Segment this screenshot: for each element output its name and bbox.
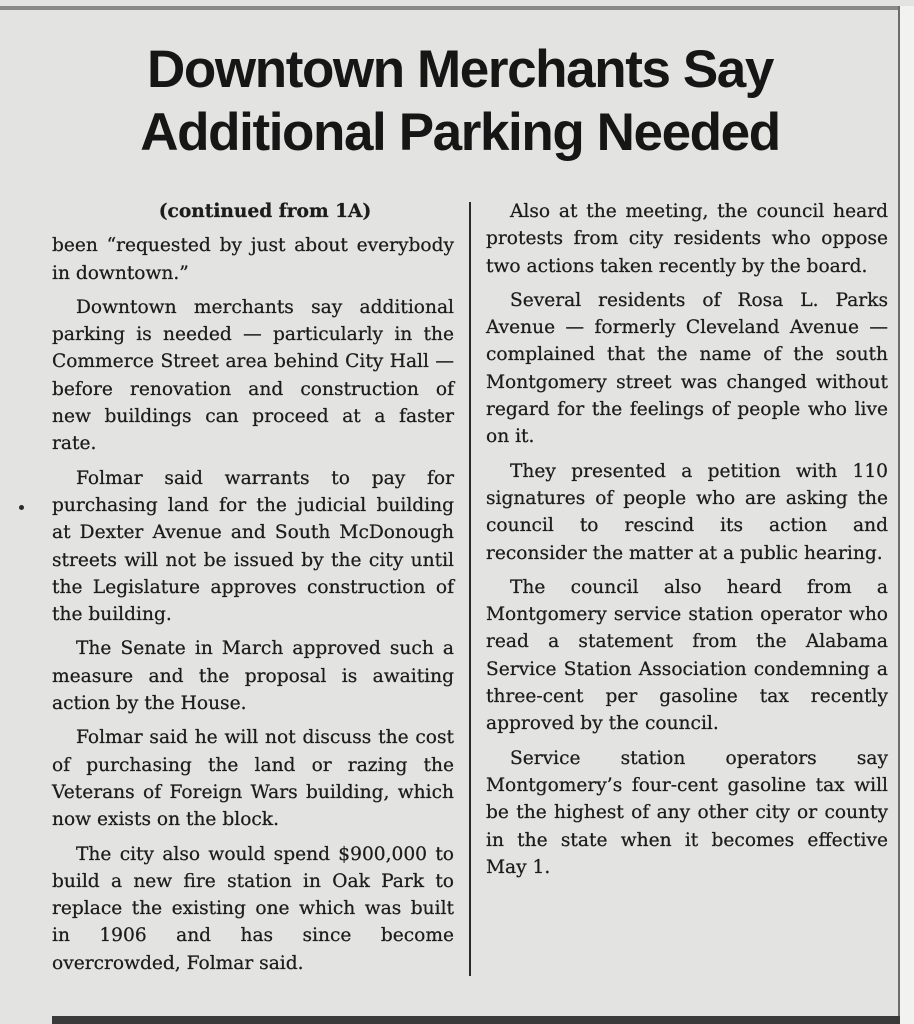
paragraph: Service station operators say Montgomery’s four-cent gasoline tax will be the highest of any other city or county in the state when it becomes effective May 1. [486,747,888,878]
headline [40,38,880,164]
paragraph: Folmar said he will not discuss the cost of purchasing the land or razing the Veterans of Foreign Wars building, which now exists on the block. [52,727,454,831]
paragraph: The city also would spend $900,000 to build a new fire station in Oak Park to replace the existing one which was built in 1906 and has since become overcrowded, Folmar said. [52,843,454,974]
continued-from-label: (continued from 1A) [158,201,372,222]
paragraph: Downtown merchants say additional parking is needed — particularly in the Commerce Street area behind City Hall — before renovation and construction of new buildings can proceed at a faster rate. [52,296,454,455]
paragraph: Several residents of Rosa L. Parks Avenue — formerly Cleveland Avenue — complained that the name of the south Montgomery street was changed without regard for the feelings of people who live on it. [486,289,888,448]
paragraph: Also at the meeting, the council heard protests from city residents who oppose two actions taken recently by the board. [486,201,888,277]
top-border [0,6,914,10]
headline-line-1: Downtown Merchants Say [147,40,773,99]
column-divider [469,202,471,976]
paragraph: been “requested by just about everybody in downtown.” [52,235,454,284]
left-column [52,198,454,984]
paragraph: Folmar said warrants to pay for purchasing land for the judicial building at Dexter Avenue and South McDonough streets will not be issued by the city until the Legislature approves construction of the building. [52,467,454,626]
paragraph: They presented a petition with 110 signatures of people who are asking the council to rescind its action and reconsider the matter at a public hearing. [486,460,888,564]
bottom-border [52,1016,900,1024]
right-column [486,198,888,888]
ink-speck [19,505,24,510]
paragraph: The council also heard from a Montgomery service station operator who read a statement from the Alabama Service Station Association condemning a three-cent per gasoline tax recently approved by the council. [486,576,888,735]
adjacent-column-edge [898,6,914,1024]
headline-line-2: Additional Parking Needed [140,103,780,162]
paragraph: The Senate in March approved such a measure and the proposal is awaiting action by the House. [52,638,454,715]
